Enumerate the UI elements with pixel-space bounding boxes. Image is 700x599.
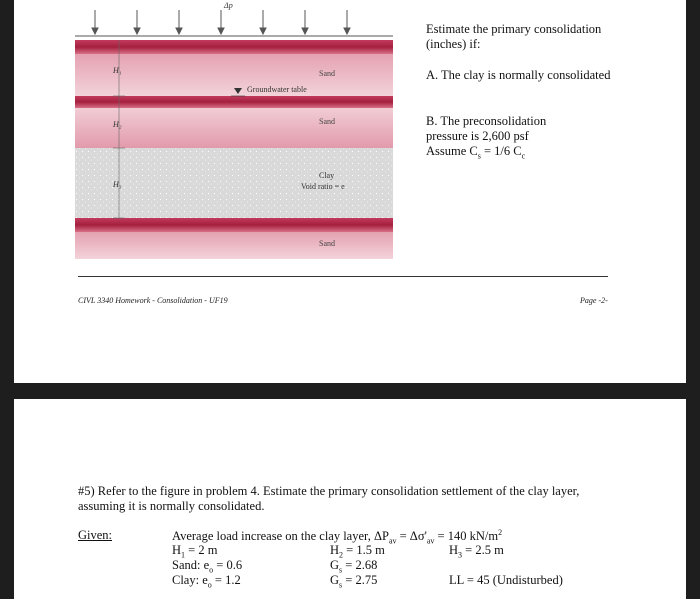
given-sand-void-ratio: Sand: $e_o = 0.6$ xyxy=(172,558,243,575)
part-b-line3: Assume $C_s = 1/6$ $C_c$ xyxy=(426,144,526,161)
sand-bottom-label: Sand xyxy=(319,239,335,248)
course-footer: CIVL 3340 Homework - Consolidation - UF19 xyxy=(78,296,228,305)
sand-layer-top-fill xyxy=(75,54,393,96)
clay-layer xyxy=(75,148,393,218)
clay-label: Clay xyxy=(319,171,335,180)
question-title: Estimate the primary consolidation (inches) if: xyxy=(426,22,602,51)
sand-layer-bottom-fill xyxy=(75,232,393,259)
given-label: Given: xyxy=(78,528,113,542)
given-liquid-limit: LL = 45 (Undisturbed) xyxy=(449,573,563,587)
h1-label: H₁ xyxy=(113,66,122,75)
sand-layer-top xyxy=(75,40,393,54)
void-ratio-label: Void ratio = e xyxy=(301,182,345,191)
footer-divider xyxy=(78,276,608,277)
delta-p-label: Δp xyxy=(224,1,233,10)
sand-mid-label: Sand xyxy=(319,117,335,126)
given-average-load: Average load increase on the clay layer, $\Delta P_{av} = \Delta\sigma'_{av} = 140$ $kN/m^2$ xyxy=(172,528,503,546)
load-arrows xyxy=(75,10,393,36)
given-h1: $H_1 = 2$ m xyxy=(172,543,218,560)
h3-label: H₃ xyxy=(113,180,122,189)
given-clay-void-ratio: Clay: $e_o = 1.2$ xyxy=(172,573,241,590)
page-number: Page -2- xyxy=(580,296,608,305)
question-part-a: A. The clay is normally consolidated xyxy=(426,68,611,82)
problem-5-text: #5) Refer to the figure in problem 4. Estimate the primary consolidation settlement of the clay layer, assuming it is normally consolidated. xyxy=(78,484,580,513)
soil-profile-figure xyxy=(75,0,393,259)
groundwater-band xyxy=(75,96,393,108)
sand-top-label: Sand xyxy=(319,69,335,78)
part-b-line2: pressure is 2,600 psf xyxy=(426,129,529,143)
given-h2: $H_2 = 1.5$ m xyxy=(330,543,385,560)
sand-layer-bottom xyxy=(75,218,393,232)
part-b-line1: B. The preconsolidation xyxy=(426,114,547,128)
given-h3: $H_3 = 2.5$ m xyxy=(449,543,504,560)
given-sand-gs: $G_s = 2.68$ xyxy=(330,558,378,575)
question-part-b xyxy=(426,114,616,164)
sand-layer-mid xyxy=(75,108,393,148)
given-clay-gs: $G_s = 2.75$ xyxy=(330,573,378,590)
groundwater-label: Groundwater table xyxy=(247,85,307,94)
h2-label: H₂ xyxy=(113,120,122,129)
